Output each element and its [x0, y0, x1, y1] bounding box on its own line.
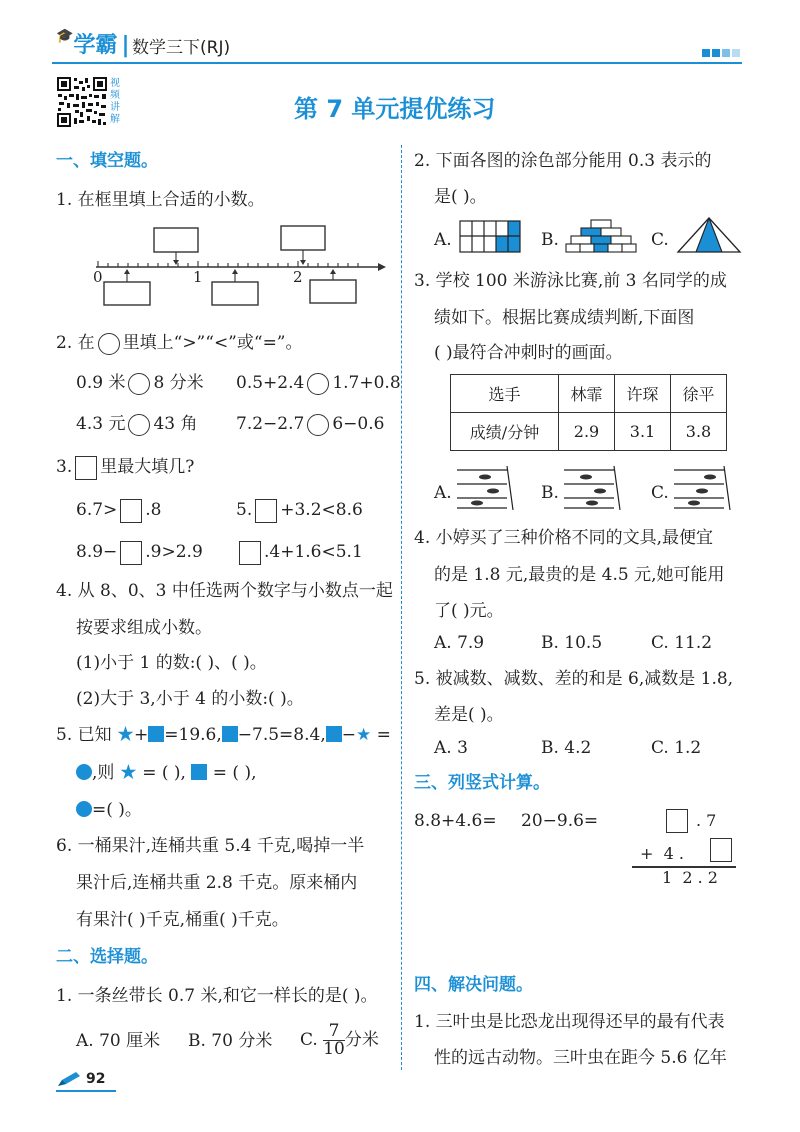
fill-q2-row1b: 0.5+2.4 1.7+0.8	[236, 373, 401, 393]
blue-dot-icon	[76, 764, 92, 780]
triangle-figure[interactable]	[676, 216, 742, 254]
square-box-icon	[75, 456, 97, 480]
swim-lanes-figure-b[interactable]	[562, 464, 622, 510]
blue-square-icon	[191, 764, 207, 780]
answer-circle[interactable]	[128, 414, 150, 436]
fill-q6-line2: 果汁后,连桶共重 2.8 千克。原来桶内	[76, 873, 358, 893]
swim-lanes-figure-c[interactable]	[672, 464, 732, 510]
choice-q2-line2: 是( )。	[434, 187, 487, 207]
answer-box[interactable]	[666, 809, 688, 833]
fill-q2-row2: 4.3 元 43 角	[76, 414, 198, 434]
choice-q5-option-c[interactable]: C. 1.2	[651, 738, 702, 758]
answer-box[interactable]	[710, 838, 732, 862]
fill-q1: 1. 在框里填上合适的小数。	[56, 190, 265, 210]
number-line-figure	[88, 222, 388, 308]
answer-box[interactable]	[120, 541, 142, 565]
fill-q3-row2: 8.9− .9>2.9	[76, 539, 203, 565]
choice-q4-option-c[interactable]: C. 11.2	[651, 633, 713, 653]
table-cell: 3.1	[615, 413, 671, 451]
table-row	[451, 413, 727, 451]
page-number: 92	[86, 1071, 106, 1087]
qr-label: 视频讲解	[110, 78, 120, 125]
choice-q2-option-b[interactable]: B.	[541, 230, 559, 250]
table-cell: 成绩/分钟	[451, 413, 559, 451]
answer-circle[interactable]	[307, 373, 329, 395]
choice-q1-option-b[interactable]: B. 70 分米	[188, 1031, 273, 1051]
star-icon: ★	[119, 763, 137, 783]
table-cell: 2.9	[559, 413, 615, 451]
star-icon: ★	[117, 725, 135, 745]
tick-label-1: 1	[193, 268, 203, 286]
choice-q5-option-a[interactable]: A. 3	[434, 738, 468, 758]
tick-label-2: 2	[293, 268, 303, 286]
fill-q2-row1: 0.9 米 8 分米	[76, 373, 204, 393]
choice-q2-option-a[interactable]: A.	[434, 230, 452, 250]
answer-circle[interactable]	[307, 414, 329, 436]
brand-logo: 🎓学霸 |	[56, 28, 130, 58]
compare-circle-icon	[98, 333, 120, 355]
choice-q2-line1: 2. 下面各图的涂色部分能用 0.3 表示的	[414, 151, 712, 171]
blue-square-icon	[326, 726, 342, 742]
fill-q6-line3: 有果汁( )千克,桶重( )千克。	[76, 910, 289, 930]
pencil-icon	[56, 1070, 82, 1088]
vertical-row-2: + 4 .	[640, 844, 684, 863]
choice-q3-option-c[interactable]: C.	[651, 483, 669, 503]
qr-code-icon[interactable]	[56, 76, 108, 128]
choice-q3-line2: 绩如下。根据比赛成绩判断,下面图	[434, 308, 695, 328]
page-title: 第 7 单元提优练习	[294, 95, 496, 123]
choice-q5-option-b[interactable]: B. 4.2	[541, 738, 592, 758]
choice-q2-option-c[interactable]: C.	[651, 230, 669, 250]
choice-q1-option-c[interactable]: C. $\frac{7}{10}$ 分米	[300, 1021, 379, 1059]
tick-label-0: 0	[93, 268, 103, 286]
fill-q3-row1: 6.7> .8	[76, 497, 162, 523]
calc-expression-2: 20−9.6=	[521, 811, 599, 831]
choice-q4-option-a[interactable]: A. 7.9	[434, 633, 485, 653]
choice-q4-option-b[interactable]: B. 10.5	[541, 633, 603, 653]
choice-q3-option-a[interactable]: A.	[434, 483, 452, 503]
table-header-cell: 许琛	[615, 375, 671, 413]
answer-box-top-1[interactable]	[154, 228, 198, 252]
fill-q4-line3: (1)小于 1 的数:( )、( )。	[76, 653, 267, 673]
fraction: $\frac{7}{10}$	[323, 1021, 345, 1059]
column-divider	[401, 145, 402, 1070]
section-problem-solving: 四、解决问题。	[414, 975, 533, 995]
blue-dot-icon	[76, 801, 92, 817]
vertical-row-1: . 7	[696, 811, 717, 830]
fill-q2: 2. 在 里填上“>”“<”或“=”。	[56, 333, 303, 353]
answer-box-bottom-2[interactable]	[212, 282, 258, 305]
results-table	[450, 374, 727, 451]
section-choice: 二、选择题。	[56, 947, 158, 967]
blue-square-icon	[222, 726, 238, 742]
choice-q3-option-b[interactable]: B.	[541, 483, 559, 503]
table-header-cell: 选手	[451, 375, 559, 413]
table-row	[451, 375, 727, 413]
grid-shape-figure[interactable]	[459, 220, 523, 254]
fill-q4-line4: (2)大于 3,小于 4 的小数:( )。	[76, 689, 304, 709]
fill-q5-line3: =( )。	[76, 797, 142, 823]
table-cell: 3.8	[671, 413, 727, 451]
fill-q3: 3. 里最大填几?	[56, 454, 194, 480]
calc-expression-1: 8.8+4.6=	[414, 811, 497, 831]
table-header-cell: 徐平	[671, 375, 727, 413]
answer-box[interactable]	[255, 499, 277, 523]
answer-box-bottom-1[interactable]	[104, 282, 150, 305]
choice-q3-line3: ( )最符合冲刺时的画面。	[434, 343, 623, 363]
fill-q6-line1: 6. 一桶果汁,连桶共重 5.4 千克,喝掉一半	[56, 836, 365, 856]
choice-q4-line2: 的是 1.8 元,最贵的是 4.5 元,她可能用	[434, 565, 725, 585]
choice-q1: 1. 一条丝带长 0.7 米,和它一样长的是( )。	[56, 986, 378, 1006]
fill-q3-row2b: .4+1.6<5.1	[236, 539, 363, 565]
choice-q5-line1: 5. 被减数、减数、差的和是 6,减数是 1.8,	[414, 669, 734, 689]
fill-q4-line2: 按要求组成小数。	[76, 618, 212, 638]
fill-q2-row2b: 7.2−2.7 6−0.6	[236, 414, 385, 434]
swim-lanes-figure-a[interactable]	[455, 464, 515, 510]
solve-q1-line1: 1. 三叶虫是比恐龙出现得还早的最有代表	[414, 1012, 725, 1032]
answer-box-bottom-3[interactable]	[310, 280, 356, 303]
vertical-addition	[628, 806, 740, 886]
header-squares	[702, 42, 740, 62]
choice-q4-line1: 4. 小婷买了三种价格不同的文具,最便宜	[414, 528, 714, 548]
answer-box[interactable]	[120, 499, 142, 523]
subject-label: 数学三下(RJ)	[132, 38, 231, 58]
section-fill-blank: 一、填空题。	[56, 151, 158, 171]
choice-q3-line1: 3. 学校 100 米游泳比赛,前 3 名同学的成	[414, 271, 727, 291]
graduation-cap-icon: 🎓	[56, 28, 74, 44]
choice-q5-line2: 差是( )。	[434, 705, 504, 725]
choice-q4-line3: 了( )元。	[434, 601, 504, 621]
star-icon: ★	[356, 725, 372, 745]
answer-box[interactable]	[239, 541, 261, 565]
fill-q4-line1: 4. 从 8、0、3 中任选两个数字与小数点一起	[56, 581, 393, 601]
answer-circle[interactable]	[128, 373, 150, 395]
vertical-row-3: 1 2 . 2	[662, 868, 718, 887]
choice-q1-option-a[interactable]: A. 70 厘米	[76, 1031, 161, 1051]
section-vertical-calc: 三、列竖式计算。	[414, 773, 550, 793]
footer-rule	[56, 1090, 116, 1092]
fill-q5-line2: ,则 ★ = ( ), = ( ),	[76, 760, 257, 786]
fill-q5-line1: 5. 已知 ★+ =19.6, −7.5=8.4, −★ =	[56, 725, 391, 745]
brick-pyramid-figure[interactable]	[565, 218, 637, 254]
answer-box-top-2[interactable]	[281, 226, 325, 250]
blue-square-icon	[148, 726, 164, 742]
table-header-cell: 林霏	[559, 375, 615, 413]
header-rule	[52, 62, 742, 64]
fill-q3-row1b: 5. +3.2<8.6	[236, 497, 363, 523]
solve-q1-line2: 性的远古动物。三叶虫在距今 5.6 亿年	[434, 1048, 727, 1068]
